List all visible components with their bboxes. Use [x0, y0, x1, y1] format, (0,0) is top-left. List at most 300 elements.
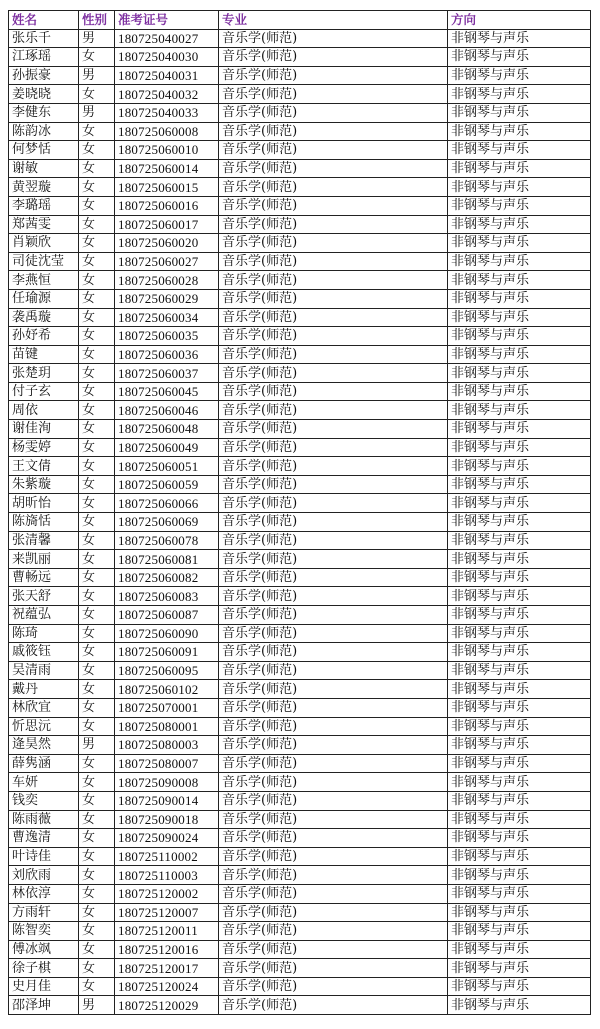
exam-id: 180725090008 — [115, 773, 219, 792]
student-name: 胡昕怡 — [9, 494, 79, 513]
student-name: 吴清雨 — [9, 661, 79, 680]
major: 音乐学(师范) — [219, 643, 448, 662]
student-gender: 女 — [79, 401, 115, 420]
direction: 非钢琴与声乐 — [448, 531, 591, 550]
student-name: 江琢瑶 — [9, 48, 79, 67]
major: 音乐学(师范) — [219, 940, 448, 959]
direction: 非钢琴与声乐 — [448, 513, 591, 532]
table-row — [9, 977, 591, 996]
major: 音乐学(师范) — [219, 624, 448, 643]
major: 音乐学(师范) — [219, 810, 448, 829]
direction: 非钢琴与声乐 — [448, 698, 591, 717]
direction: 非钢琴与声乐 — [448, 494, 591, 513]
direction: 非钢琴与声乐 — [448, 438, 591, 457]
direction: 非钢琴与声乐 — [448, 736, 591, 755]
direction: 非钢琴与声乐 — [448, 550, 591, 569]
major: 音乐学(师范) — [219, 327, 448, 346]
exam-id: 180725090014 — [115, 791, 219, 810]
student-gender: 女 — [79, 661, 115, 680]
direction: 非钢琴与声乐 — [448, 85, 591, 104]
exam-id: 180725060027 — [115, 252, 219, 271]
major: 音乐学(师范) — [219, 141, 448, 160]
major: 音乐学(师范) — [219, 791, 448, 810]
student-name: 曹畅远 — [9, 568, 79, 587]
student-gender: 女 — [79, 271, 115, 290]
major: 音乐学(师范) — [219, 866, 448, 885]
student-name: 叶诗佳 — [9, 847, 79, 866]
student-name: 郑茜雯 — [9, 215, 79, 234]
exam-id: 180725040027 — [115, 29, 219, 48]
direction: 非钢琴与声乐 — [448, 66, 591, 85]
table-row — [9, 661, 591, 680]
major: 音乐学(师范) — [219, 401, 448, 420]
direction: 非钢琴与声乐 — [448, 196, 591, 215]
student-gender: 女 — [79, 85, 115, 104]
table-row — [9, 736, 591, 755]
student-gender: 女 — [79, 624, 115, 643]
exam-id: 180725060081 — [115, 550, 219, 569]
exam-id: 180725060083 — [115, 587, 219, 606]
student-name: 袭禹璇 — [9, 308, 79, 327]
exam-id: 180725110002 — [115, 847, 219, 866]
student-gender: 女 — [79, 196, 115, 215]
student-name: 薛隽涵 — [9, 754, 79, 773]
student-name: 傅冰飒 — [9, 940, 79, 959]
major: 音乐学(师范) — [219, 568, 448, 587]
student-gender: 男 — [79, 736, 115, 755]
student-gender: 女 — [79, 234, 115, 253]
exam-id: 180725060095 — [115, 661, 219, 680]
student-name: 任瑜源 — [9, 289, 79, 308]
exam-id: 180725060046 — [115, 401, 219, 420]
student-gender: 女 — [79, 587, 115, 606]
exam-id: 180725040033 — [115, 103, 219, 122]
student-name: 苗键 — [9, 345, 79, 364]
exam-id: 180725120024 — [115, 977, 219, 996]
direction: 非钢琴与声乐 — [448, 791, 591, 810]
admission-roster-table — [8, 10, 591, 1015]
exam-id: 180725060049 — [115, 438, 219, 457]
exam-id: 180725060090 — [115, 624, 219, 643]
exam-id: 180725060015 — [115, 178, 219, 197]
direction: 非钢琴与声乐 — [448, 680, 591, 699]
major: 音乐学(师范) — [219, 922, 448, 941]
student-name: 张楚玥 — [9, 364, 79, 383]
major: 音乐学(师范) — [219, 122, 448, 141]
major: 音乐学(师范) — [219, 513, 448, 532]
table-row — [9, 568, 591, 587]
table-row — [9, 196, 591, 215]
student-name: 林欣宜 — [9, 698, 79, 717]
student-gender: 女 — [79, 940, 115, 959]
direction: 非钢琴与声乐 — [448, 810, 591, 829]
student-gender: 男 — [79, 29, 115, 48]
exam-id: 180725060051 — [115, 457, 219, 476]
student-gender: 女 — [79, 289, 115, 308]
exam-id: 180725060048 — [115, 420, 219, 439]
direction: 非钢琴与声乐 — [448, 847, 591, 866]
major: 音乐学(师范) — [219, 977, 448, 996]
exam-id: 180725060082 — [115, 568, 219, 587]
student-gender: 女 — [79, 680, 115, 699]
exam-id: 180725120002 — [115, 884, 219, 903]
table-row — [9, 457, 591, 476]
direction: 非钢琴与声乐 — [448, 996, 591, 1015]
table-row — [9, 754, 591, 773]
exam-id: 180725060102 — [115, 680, 219, 699]
exam-id: 180725080007 — [115, 754, 219, 773]
header-gender: 性别 — [79, 11, 115, 30]
exam-id: 180725060069 — [115, 513, 219, 532]
major: 音乐学(师范) — [219, 234, 448, 253]
direction: 非钢琴与声乐 — [448, 308, 591, 327]
major: 音乐学(师范) — [219, 178, 448, 197]
exam-id: 180725040032 — [115, 85, 219, 104]
exam-id: 180725090024 — [115, 829, 219, 848]
student-name: 陈旖恬 — [9, 513, 79, 532]
student-name: 车妍 — [9, 773, 79, 792]
direction: 非钢琴与声乐 — [448, 289, 591, 308]
exam-id: 180725040030 — [115, 48, 219, 67]
student-gender: 女 — [79, 48, 115, 67]
major: 音乐学(师范) — [219, 754, 448, 773]
table-row — [9, 550, 591, 569]
major: 音乐学(师范) — [219, 457, 448, 476]
student-name: 来凯丽 — [9, 550, 79, 569]
table-row — [9, 829, 591, 848]
student-name: 钱奕 — [9, 791, 79, 810]
table-row — [9, 327, 591, 346]
major: 音乐学(师范) — [219, 215, 448, 234]
header-name: 姓名 — [9, 11, 79, 30]
student-gender: 女 — [79, 754, 115, 773]
student-name: 陈韵冰 — [9, 122, 79, 141]
student-gender: 男 — [79, 996, 115, 1015]
direction: 非钢琴与声乐 — [448, 903, 591, 922]
exam-id: 180725060034 — [115, 308, 219, 327]
student-name: 王文倩 — [9, 457, 79, 476]
direction: 非钢琴与声乐 — [448, 159, 591, 178]
student-gender: 女 — [79, 159, 115, 178]
student-name: 谢佳洵 — [9, 420, 79, 439]
student-name: 徐子棋 — [9, 959, 79, 978]
table-row — [9, 85, 591, 104]
direction: 非钢琴与声乐 — [448, 345, 591, 364]
major: 音乐学(师范) — [219, 587, 448, 606]
direction: 非钢琴与声乐 — [448, 103, 591, 122]
student-name: 杨雯婷 — [9, 438, 79, 457]
table-row — [9, 289, 591, 308]
major: 音乐学(师范) — [219, 159, 448, 178]
major: 音乐学(师范) — [219, 271, 448, 290]
table-row — [9, 606, 591, 625]
student-gender: 女 — [79, 438, 115, 457]
major: 音乐学(师范) — [219, 773, 448, 792]
table-row — [9, 234, 591, 253]
exam-id: 180725060045 — [115, 382, 219, 401]
student-gender: 女 — [79, 903, 115, 922]
table-row — [9, 513, 591, 532]
major: 音乐学(师范) — [219, 196, 448, 215]
major: 音乐学(师范) — [219, 85, 448, 104]
table-row — [9, 643, 591, 662]
table-row — [9, 103, 591, 122]
student-name: 史月佳 — [9, 977, 79, 996]
table-row — [9, 494, 591, 513]
major: 音乐学(师范) — [219, 48, 448, 67]
student-gender: 女 — [79, 364, 115, 383]
exam-id: 180725060016 — [115, 196, 219, 215]
exam-id: 180725060028 — [115, 271, 219, 290]
table-row — [9, 141, 591, 160]
major: 音乐学(师范) — [219, 736, 448, 755]
student-name: 谢敏 — [9, 159, 79, 178]
student-gender: 女 — [79, 215, 115, 234]
table-row — [9, 48, 591, 67]
exam-id: 180725110003 — [115, 866, 219, 885]
major: 音乐学(师范) — [219, 345, 448, 364]
major: 音乐学(师范) — [219, 103, 448, 122]
exam-id: 180725040031 — [115, 66, 219, 85]
major: 音乐学(师范) — [219, 475, 448, 494]
student-gender: 女 — [79, 866, 115, 885]
student-gender: 女 — [79, 717, 115, 736]
student-gender: 女 — [79, 457, 115, 476]
table-row — [9, 587, 591, 606]
table-row — [9, 215, 591, 234]
direction: 非钢琴与声乐 — [448, 977, 591, 996]
table-row — [9, 475, 591, 494]
student-gender: 女 — [79, 178, 115, 197]
student-gender: 女 — [79, 922, 115, 941]
direction: 非钢琴与声乐 — [448, 382, 591, 401]
student-gender: 女 — [79, 643, 115, 662]
exam-id: 180725060029 — [115, 289, 219, 308]
student-gender: 女 — [79, 791, 115, 810]
table-row — [9, 122, 591, 141]
direction: 非钢琴与声乐 — [448, 122, 591, 141]
table-row — [9, 178, 591, 197]
table-row — [9, 866, 591, 885]
student-gender: 女 — [79, 252, 115, 271]
major: 音乐学(师范) — [219, 606, 448, 625]
student-gender: 女 — [79, 494, 115, 513]
exam-id: 180725120017 — [115, 959, 219, 978]
student-name: 戚筱钰 — [9, 643, 79, 662]
major: 音乐学(师范) — [219, 996, 448, 1015]
direction: 非钢琴与声乐 — [448, 271, 591, 290]
major: 音乐学(师范) — [219, 884, 448, 903]
student-gender: 女 — [79, 568, 115, 587]
direction: 非钢琴与声乐 — [448, 884, 591, 903]
direction: 非钢琴与声乐 — [448, 606, 591, 625]
student-name: 陈琦 — [9, 624, 79, 643]
student-gender: 女 — [79, 122, 115, 141]
student-gender: 男 — [79, 66, 115, 85]
student-gender: 女 — [79, 959, 115, 978]
student-gender: 女 — [79, 698, 115, 717]
exam-id: 180725060036 — [115, 345, 219, 364]
direction: 非钢琴与声乐 — [448, 643, 591, 662]
direction: 非钢琴与声乐 — [448, 754, 591, 773]
direction: 非钢琴与声乐 — [448, 234, 591, 253]
table-row — [9, 364, 591, 383]
student-name: 李燕恒 — [9, 271, 79, 290]
student-name: 陈智奕 — [9, 922, 79, 941]
exam-id: 180725060014 — [115, 159, 219, 178]
direction: 非钢琴与声乐 — [448, 420, 591, 439]
student-name: 朱紫璇 — [9, 475, 79, 494]
student-name: 刘欣雨 — [9, 866, 79, 885]
student-gender: 女 — [79, 420, 115, 439]
student-gender: 女 — [79, 531, 115, 550]
table-row — [9, 624, 591, 643]
direction: 非钢琴与声乐 — [448, 457, 591, 476]
table-row — [9, 810, 591, 829]
table-body — [9, 29, 591, 1014]
table-row — [9, 159, 591, 178]
exam-id: 180725070001 — [115, 698, 219, 717]
major: 音乐学(师范) — [219, 698, 448, 717]
student-gender: 女 — [79, 345, 115, 364]
table-row — [9, 308, 591, 327]
exam-id: 180725060008 — [115, 122, 219, 141]
student-gender: 女 — [79, 308, 115, 327]
direction: 非钢琴与声乐 — [448, 717, 591, 736]
student-name: 肖颖欣 — [9, 234, 79, 253]
major: 音乐学(师范) — [219, 438, 448, 457]
table-row — [9, 531, 591, 550]
exam-id: 180725120011 — [115, 922, 219, 941]
student-gender: 女 — [79, 550, 115, 569]
table-row — [9, 698, 591, 717]
table-row — [9, 271, 591, 290]
major: 音乐学(师范) — [219, 252, 448, 271]
student-gender: 女 — [79, 810, 115, 829]
direction: 非钢琴与声乐 — [448, 252, 591, 271]
student-name: 孙振豪 — [9, 66, 79, 85]
exam-id: 180725060010 — [115, 141, 219, 160]
student-name: 孙妤希 — [9, 327, 79, 346]
direction: 非钢琴与声乐 — [448, 661, 591, 680]
exam-id: 180725060091 — [115, 643, 219, 662]
direction: 非钢琴与声乐 — [448, 475, 591, 494]
major: 音乐学(师范) — [219, 382, 448, 401]
exam-id: 180725060037 — [115, 364, 219, 383]
direction: 非钢琴与声乐 — [448, 178, 591, 197]
direction: 非钢琴与声乐 — [448, 773, 591, 792]
direction: 非钢琴与声乐 — [448, 29, 591, 48]
student-gender: 女 — [79, 327, 115, 346]
student-name: 张乐千 — [9, 29, 79, 48]
exam-id: 180725060020 — [115, 234, 219, 253]
student-name: 周依 — [9, 401, 79, 420]
major: 音乐学(师范) — [219, 308, 448, 327]
table-row — [9, 66, 591, 85]
major: 音乐学(师范) — [219, 903, 448, 922]
table-header-row — [9, 11, 591, 30]
table-row — [9, 252, 591, 271]
direction: 非钢琴与声乐 — [448, 959, 591, 978]
student-name: 何梦恬 — [9, 141, 79, 160]
student-name: 陈雨薇 — [9, 810, 79, 829]
student-gender: 女 — [79, 773, 115, 792]
direction: 非钢琴与声乐 — [448, 141, 591, 160]
major: 音乐学(师范) — [219, 959, 448, 978]
student-name: 李健东 — [9, 103, 79, 122]
major: 音乐学(师范) — [219, 847, 448, 866]
major: 音乐学(师范) — [219, 550, 448, 569]
table-row — [9, 401, 591, 420]
student-gender: 男 — [79, 103, 115, 122]
table-row — [9, 903, 591, 922]
exam-id: 180725060087 — [115, 606, 219, 625]
major: 音乐学(师范) — [219, 66, 448, 85]
exam-id: 180725060059 — [115, 475, 219, 494]
student-name: 姜晓晓 — [9, 85, 79, 104]
student-gender: 女 — [79, 829, 115, 848]
table-row — [9, 791, 591, 810]
exam-id: 180725090018 — [115, 810, 219, 829]
header-direction: 方向 — [448, 11, 591, 30]
table-row — [9, 438, 591, 457]
student-gender: 女 — [79, 382, 115, 401]
direction: 非钢琴与声乐 — [448, 624, 591, 643]
major: 音乐学(师范) — [219, 494, 448, 513]
direction: 非钢琴与声乐 — [448, 922, 591, 941]
table-row — [9, 382, 591, 401]
major: 音乐学(师范) — [219, 420, 448, 439]
student-name: 李璐瑶 — [9, 196, 79, 215]
exam-id: 180725120016 — [115, 940, 219, 959]
major: 音乐学(师范) — [219, 661, 448, 680]
table-row — [9, 680, 591, 699]
table-row — [9, 996, 591, 1015]
direction: 非钢琴与声乐 — [448, 568, 591, 587]
direction: 非钢琴与声乐 — [448, 364, 591, 383]
student-name: 曹逸清 — [9, 829, 79, 848]
student-name: 邵泽坤 — [9, 996, 79, 1015]
header-major: 专业 — [219, 11, 448, 30]
direction: 非钢琴与声乐 — [448, 327, 591, 346]
major: 音乐学(师范) — [219, 364, 448, 383]
student-gender: 女 — [79, 847, 115, 866]
student-name: 司徒沈莹 — [9, 252, 79, 271]
table-row — [9, 940, 591, 959]
direction: 非钢琴与声乐 — [448, 587, 591, 606]
student-name: 忻思沅 — [9, 717, 79, 736]
student-gender: 女 — [79, 513, 115, 532]
major: 音乐学(师范) — [219, 289, 448, 308]
header-exam-id: 准考证号 — [115, 11, 219, 30]
direction: 非钢琴与声乐 — [448, 401, 591, 420]
exam-id: 180725080003 — [115, 736, 219, 755]
major: 音乐学(师范) — [219, 29, 448, 48]
student-name: 付子玄 — [9, 382, 79, 401]
table-row — [9, 717, 591, 736]
major: 音乐学(师范) — [219, 829, 448, 848]
student-name: 祝蕴弘 — [9, 606, 79, 625]
student-name: 逄昊然 — [9, 736, 79, 755]
exam-id: 180725080001 — [115, 717, 219, 736]
student-name: 戴丹 — [9, 680, 79, 699]
direction: 非钢琴与声乐 — [448, 829, 591, 848]
table-row — [9, 922, 591, 941]
direction: 非钢琴与声乐 — [448, 940, 591, 959]
student-name: 林依淳 — [9, 884, 79, 903]
major: 音乐学(师范) — [219, 717, 448, 736]
exam-id: 180725060078 — [115, 531, 219, 550]
